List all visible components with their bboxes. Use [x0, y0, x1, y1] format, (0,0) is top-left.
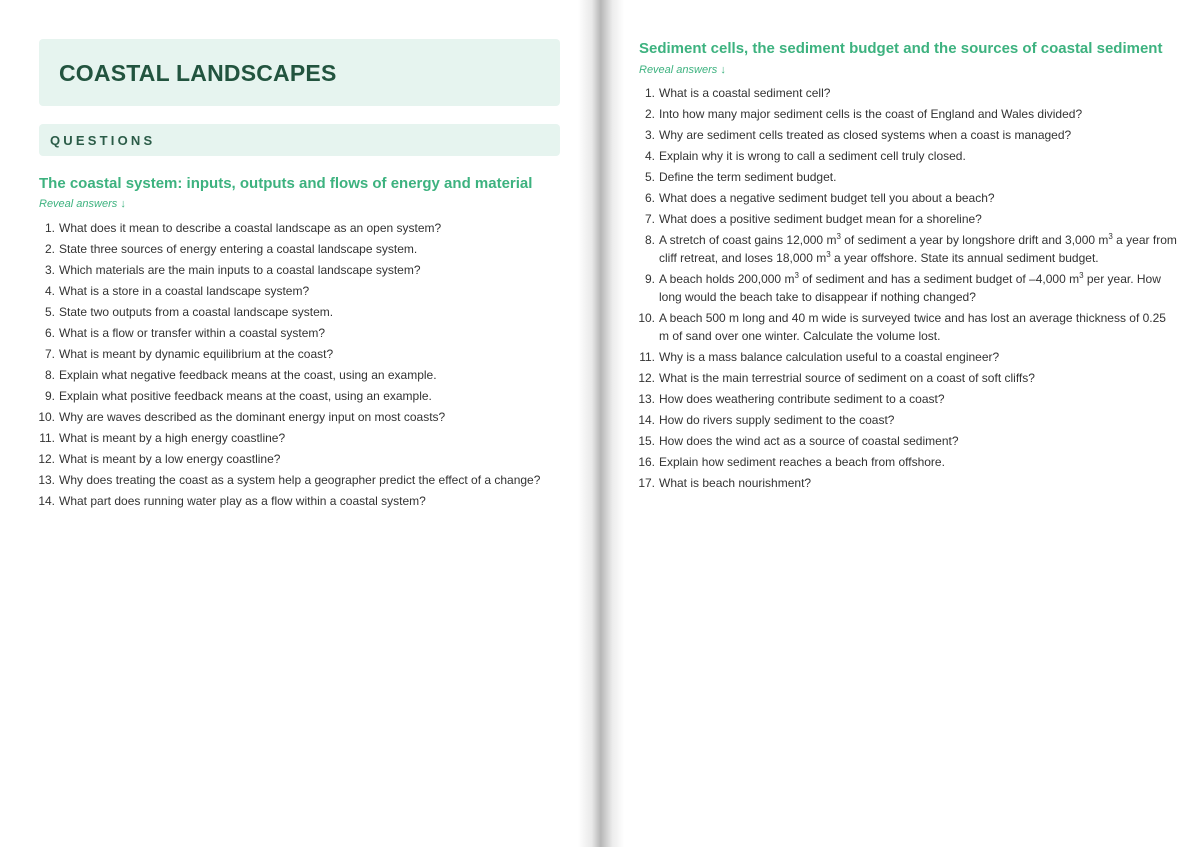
question-item — [638, 432, 1178, 450]
question-text: What is meant by dynamic equilibrium at the coast? — [59, 347, 334, 361]
question-item — [38, 240, 568, 258]
reveal-answers-link[interactable]: Reveal answers ↓ — [639, 64, 726, 76]
question-number: 13. — [38, 473, 55, 487]
question-number: 14. — [38, 494, 55, 508]
question-number: 2. — [644, 107, 655, 121]
question-text: What is a flow or transfer within a coastal system? — [59, 326, 326, 340]
text-run: of sediment a year by longshore drift and 3,000 m — [840, 233, 1109, 247]
question-number: 3. — [644, 128, 655, 142]
question-text: Explain why it is wrong to call a sediment cell truly closed. — [659, 149, 966, 163]
question-text: A beach 500 m long and 40 m wide is surveyed twice and has lost an average thickness of 0.25 m of sand over one winter. Calculate the volume lost. — [659, 311, 1166, 343]
right-page — [618, 0, 1200, 847]
question-item — [638, 390, 1178, 408]
question-item — [638, 168, 1178, 186]
question-item — [38, 471, 568, 489]
question-item — [638, 348, 1178, 366]
question-text: What is the main terrestrial source of sediment on a coast of soft cliffs? — [659, 371, 1035, 385]
question-item — [638, 270, 1178, 306]
question-number: 12. — [38, 452, 55, 466]
question-item — [38, 219, 568, 237]
question-number: 1. — [644, 86, 655, 100]
question-item — [638, 369, 1178, 387]
question-text: State two outputs from a coastal landscape system. — [59, 305, 334, 319]
question-text — [659, 233, 1177, 265]
question-item — [38, 387, 568, 405]
question-item — [38, 450, 568, 468]
question-item — [638, 309, 1178, 345]
question-text: How do rivers supply sediment to the coast? — [659, 413, 895, 427]
question-text: Define the term sediment budget. — [659, 170, 837, 184]
question-number: 4. — [44, 284, 55, 298]
question-item — [638, 147, 1178, 165]
question-text: State three sources of energy entering a coastal landscape system. — [59, 242, 418, 256]
question-item — [638, 474, 1178, 492]
question-number: 14. — [638, 413, 655, 427]
question-number: 8. — [44, 368, 55, 382]
question-number: 8. — [644, 233, 655, 247]
question-list — [38, 219, 568, 513]
question-number: 13. — [638, 392, 655, 406]
question-item — [638, 411, 1178, 429]
question-number: 9. — [44, 389, 55, 403]
question-number: 1. — [44, 221, 55, 235]
question-text: Into how many major sediment cells is the coast of England and Wales divided? — [659, 107, 1083, 121]
superscript: 3 — [826, 250, 831, 259]
page-title: COASTAL LANDSCAPES — [59, 60, 337, 86]
text-run: a year from cliff retreat, and loses 18,000 m — [659, 233, 1177, 265]
reveal-answers-link[interactable]: Reveal answers ↓ — [39, 198, 126, 210]
question-item — [638, 453, 1178, 471]
question-number: 10. — [38, 410, 55, 424]
question-item — [38, 282, 568, 300]
text-run: of sediment and has a sediment budget of –4,000 m — [798, 272, 1080, 286]
superscript: 3 — [1108, 232, 1113, 241]
question-text: Why are sediment cells treated as closed systems when a coast is managed? — [659, 128, 1072, 142]
question-number: 7. — [644, 212, 655, 226]
question-item — [638, 126, 1178, 144]
question-item — [38, 303, 568, 321]
question-number: 17. — [638, 476, 655, 490]
questions-heading: QUESTIONS — [50, 133, 156, 148]
question-text: Explain what negative feedback means at the coast, using an example. — [59, 368, 437, 382]
question-text: How does the wind act as a source of coastal sediment? — [659, 434, 959, 448]
superscript: 3 — [1079, 271, 1084, 280]
section-title: The coastal system: inputs, outputs and flows of energy and material — [39, 175, 533, 192]
question-text — [659, 272, 1161, 304]
question-item — [38, 408, 568, 426]
question-text: Why does treating the coast as a system help a geographer predict the effect of a change? — [59, 473, 541, 487]
text-run: per year. How long would the beach take to disappear if nothing changed? — [659, 272, 1161, 304]
text-run: A stretch of coast gains 12,000 m — [659, 233, 837, 247]
question-text: What is meant by a high energy coastline? — [59, 431, 286, 445]
question-number: 5. — [644, 170, 655, 184]
question-text: What is beach nourishment? — [659, 476, 812, 490]
text-run: A beach holds 200,000 m — [659, 272, 795, 286]
question-number: 10. — [638, 311, 655, 325]
question-number: 11. — [39, 431, 55, 445]
question-number: 4. — [644, 149, 655, 163]
question-number: 6. — [44, 326, 55, 340]
question-text: Why are waves described as the dominant energy input on most coasts? — [59, 410, 446, 424]
question-number: 16. — [638, 455, 655, 469]
question-item — [38, 492, 568, 510]
question-number: 9. — [644, 272, 655, 286]
question-number: 6. — [644, 191, 655, 205]
question-item — [638, 210, 1178, 228]
question-number: 2. — [44, 242, 55, 256]
question-number: 7. — [44, 347, 55, 361]
question-item — [638, 84, 1178, 102]
question-item — [638, 105, 1178, 123]
superscript: 3 — [794, 271, 799, 280]
question-text: Explain what positive feedback means at the coast, using an example. — [59, 389, 432, 403]
question-number: 5. — [44, 305, 55, 319]
question-text: What does it mean to describe a coastal landscape as an open system? — [59, 221, 442, 235]
question-text: Why is a mass balance calculation useful to a coastal engineer? — [659, 350, 1000, 364]
section-title: Sediment cells, the sediment budget and the sources of coastal sediment — [639, 40, 1163, 57]
question-number: 3. — [44, 263, 55, 277]
question-text: What does a negative sediment budget tell you about a beach? — [659, 191, 995, 205]
superscript: 3 — [836, 232, 841, 241]
question-list — [638, 84, 1178, 495]
question-text: Explain how sediment reaches a beach from offshore. — [659, 455, 945, 469]
text-run: a year offshore. State its annual sediment budget. — [830, 251, 1099, 265]
question-item — [38, 261, 568, 279]
question-number: 11. — [639, 350, 655, 364]
question-item — [38, 345, 568, 363]
question-item — [638, 189, 1178, 207]
question-text: What is a coastal sediment cell? — [659, 86, 831, 100]
question-item — [38, 429, 568, 447]
left-page — [0, 0, 590, 847]
question-item — [638, 231, 1178, 267]
question-text: What is meant by a low energy coastline? — [59, 452, 281, 466]
question-text: What part does running water play as a flow within a coastal system? — [59, 494, 426, 508]
question-text: What is a store in a coastal landscape system? — [59, 284, 310, 298]
title-banner — [39, 39, 560, 106]
question-number: 15. — [638, 434, 655, 448]
question-number: 12. — [638, 371, 655, 385]
question-text: Which materials are the main inputs to a coastal landscape system? — [59, 263, 421, 277]
question-item — [38, 324, 568, 342]
question-item — [38, 366, 568, 384]
question-text: How does weathering contribute sediment to a coast? — [659, 392, 945, 406]
questions-banner — [39, 124, 560, 156]
question-text: What does a positive sediment budget mean for a shoreline? — [659, 212, 982, 226]
